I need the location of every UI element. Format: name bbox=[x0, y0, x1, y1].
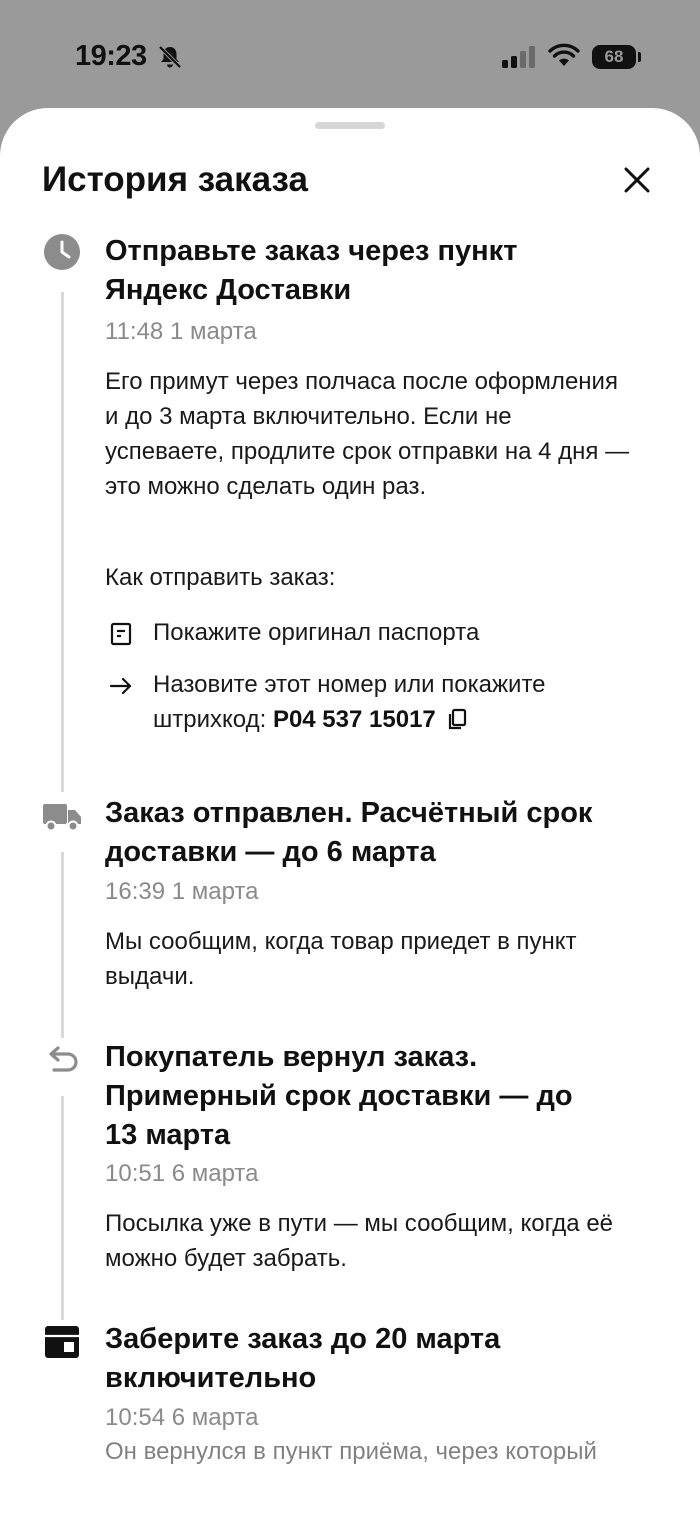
clock-icon bbox=[42, 232, 82, 272]
timeline-connector bbox=[61, 852, 64, 1038]
timeline-connector bbox=[61, 1096, 64, 1320]
timeline-connector bbox=[61, 292, 64, 792]
event-time: 10:51 6 марта bbox=[105, 1160, 259, 1187]
truck-icon bbox=[42, 796, 82, 836]
battery-indicator: 68 bbox=[592, 45, 636, 69]
event-description: Он вернулся в пункт приёма, через который bbox=[105, 1438, 597, 1465]
event-time: 16:39 1 марта bbox=[105, 878, 259, 905]
step-text bbox=[153, 667, 653, 737]
step-text-label: Назовите этот номер или покажите штрихкод: bbox=[153, 671, 546, 733]
event-description: Посылка уже в пути — мы сообщим, когда её можно будет забрать. bbox=[105, 1210, 614, 1272]
step-text: Покажите оригинал паспорта bbox=[153, 619, 480, 646]
close-icon[interactable] bbox=[615, 158, 659, 202]
sheet-grabber[interactable] bbox=[315, 122, 385, 129]
event-title: Заберите заказ до 20 марта включительно bbox=[105, 1323, 501, 1394]
arrow-right-icon bbox=[109, 674, 133, 698]
copy-icon[interactable] bbox=[446, 708, 468, 730]
event-title: Заказ отправлен. Расчётный срок доставки — до 6 марта bbox=[105, 797, 593, 868]
sheet-title: История заказа bbox=[42, 160, 308, 199]
status-bar bbox=[0, 0, 700, 110]
tracking-code[interactable]: P04 537 15017 bbox=[272, 706, 436, 733]
event-time: 11:48 1 марта bbox=[105, 318, 257, 345]
battery-tip bbox=[638, 52, 641, 62]
bell-muted-icon bbox=[157, 44, 183, 70]
event-title: Покупатель вернул заказ. Примерный срок доставки — до 13 марта bbox=[105, 1041, 573, 1151]
box-icon bbox=[42, 1322, 82, 1362]
cellular-signal-icon bbox=[502, 46, 536, 68]
order-history-sheet bbox=[0, 108, 700, 1523]
event-description: Мы сообщим, когда товар приедет в пункт выдачи. bbox=[105, 928, 577, 990]
status-time: 19:23 bbox=[75, 40, 147, 72]
wifi-icon bbox=[548, 44, 580, 68]
event-description: Его примут через полчаса после оформления и до 3 марта включительно. Если не успеваете, продлите срок отправки на 4 дня — это можно сделать один раз. bbox=[105, 368, 630, 500]
how-to-send-label: Как отправить заказ: bbox=[105, 564, 336, 591]
document-icon bbox=[109, 622, 133, 646]
event-title: Отправьте заказ через пункт Яндекс Доставки bbox=[105, 235, 518, 306]
return-icon bbox=[42, 1040, 82, 1080]
event-time: 10:54 6 марта bbox=[105, 1404, 259, 1431]
